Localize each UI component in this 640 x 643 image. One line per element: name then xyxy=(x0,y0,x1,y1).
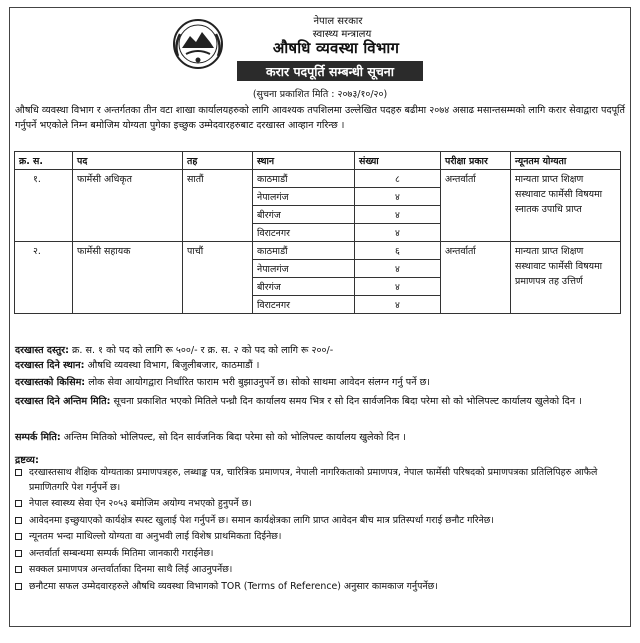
note-text: आवेदनमा इच्छुयाएको कार्यक्षेत्र स्पस्ट खुलाई पेश गर्नुपर्ने छ। समान कार्यक्षेत्रका लागि प्राप्त आवेदन बीच मात्र प्रतिस्पर्धा गराई छनौट गरिनेछ। xyxy=(29,514,494,526)
contact-date-label: सम्पर्क मिति: xyxy=(15,432,61,443)
cell-location: बीरगंज xyxy=(253,278,355,296)
checkbox-bullet-icon xyxy=(15,517,22,524)
checkbox-bullet-icon xyxy=(15,583,22,590)
cell-qualification: मान्यता प्राप्त शिक्षण सस्थावाट फार्मेसी विषयमा प्रमाणपत्र तह उत्तिर्ण xyxy=(511,242,621,314)
cell-location: काठमाडौं xyxy=(253,170,355,188)
publish-date: (सुचना प्रकाशित मिति : २०७३/१०/२०) xyxy=(252,89,388,100)
checkbox-bullet-icon xyxy=(15,500,22,507)
cell-count: ४ xyxy=(355,296,441,314)
col-header-count: संख्या xyxy=(355,152,441,170)
cell-count: ४ xyxy=(355,278,441,296)
ministry-name: स्वास्थ्य मन्त्रालय xyxy=(312,29,372,40)
cell-post: फार्मेसी सहायक xyxy=(73,242,183,314)
col-header-sn: क्र. स. xyxy=(15,152,73,170)
col-header-location: स्थान xyxy=(253,152,355,170)
cell-exam-type: अन्तर्वार्ता xyxy=(441,170,511,242)
application-type-text: लोक सेवा आयोगद्वारा निर्धारित फाराम भरी बुझाउनुपर्ने छ। सोको साथमा आवेदन संलग्न गर्नु पर्ने छ। xyxy=(85,377,430,388)
note-text: न्यूनतम भन्दा माथिल्लो योग्यता वा अनुभवी लाई विशेष प्राथमिकता दिईनेछ। xyxy=(29,531,282,542)
table-row xyxy=(15,170,621,188)
checkbox-bullet-icon xyxy=(15,469,22,476)
cell-location: विराटनगर xyxy=(253,224,355,242)
government-name: नेपाल सरकार xyxy=(313,16,363,27)
list-item xyxy=(13,530,623,545)
table-header-row xyxy=(15,152,621,170)
cell-level: सातौं xyxy=(183,170,253,242)
col-header-post: पद xyxy=(73,152,183,170)
intro-paragraph: औषधि व्यवस्था विभाग र अन्तर्गतका तीन वटा शाखा कार्यालयहरुको लागि आवश्यक तपशिलमा उल्लेखित पदहरु बढीमा २०७४ असाढ मसान्तसम्मको लागि करार सेवाद्वारा पदपूर्ति गर्नुपर्ने भएकोले निम्न बमोजिम योग्यता पुगेका इच्छुक उम्मेदवारहरुबाट दरखास्त आव्हान गरिन्छ । xyxy=(15,105,625,131)
application-fee-text: क्र. स. १ को पद को लागि रू ५००/- र क्र. स. २ को पद को लागि रू २००/- xyxy=(68,345,334,356)
notes-list xyxy=(13,466,623,596)
application-place xyxy=(15,359,625,373)
note-text: छनौटमा सफल उम्मेदवारहरुले औषधि व्यवस्था विभागको TOR (Terms of Reference) अनुसार कामकाज गर्नुपर्नेछ। xyxy=(29,580,438,592)
notice-title-banner: करार पदपूर्ति सम्बन्धी सूचना xyxy=(237,61,423,81)
contact-date-text: अन्तिम मितिको भोलिपल्ट, सो दिन सार्वजनिक बिदा परेमा सो को भोलिपल्ट कार्यालय खुलेको दिन । xyxy=(60,432,407,443)
notice-page xyxy=(9,7,631,627)
cell-sn: १. xyxy=(15,170,73,242)
list-item xyxy=(13,514,623,529)
list-item xyxy=(13,563,623,578)
list-item xyxy=(13,466,623,495)
list-item xyxy=(13,580,623,595)
cell-location: नेपालगंज xyxy=(253,188,355,206)
table-row xyxy=(15,242,621,260)
application-type xyxy=(15,376,625,390)
cell-post: फार्मेसी अधिकृत xyxy=(73,170,183,242)
application-place-label: दरखास्त दिने स्थान: xyxy=(15,360,85,371)
checkbox-bullet-icon xyxy=(15,566,22,573)
cell-level: पाचौं xyxy=(183,242,253,314)
list-item xyxy=(13,497,623,512)
cell-count: ४ xyxy=(355,224,441,242)
col-header-level: तह xyxy=(183,152,253,170)
list-item xyxy=(13,547,623,562)
checkbox-bullet-icon xyxy=(15,550,22,557)
note-text: सक्कल प्रमाणपत्र अन्तर्वार्ताका दिनमा साथै लिई आउनुपर्नेछ। xyxy=(29,564,233,575)
note-text: अन्तर्वार्ता सम्बन्धमा सम्पर्क मितिमा जानकारी गराईनेछ। xyxy=(29,547,214,559)
cell-count: ४ xyxy=(355,260,441,278)
cell-location: नेपालगंज xyxy=(253,260,355,278)
cell-count: ४ xyxy=(355,206,441,224)
application-fee xyxy=(15,344,625,358)
application-place-text: औषधि व्यवस्था विभाग, बिजुलीबजार, काठमाडौं । xyxy=(84,360,260,371)
department-name: औषधि व्यवस्था विभाग xyxy=(272,39,400,57)
cell-exam-type: अन्तर्वार्ता xyxy=(441,242,511,314)
col-header-exam-type: परीक्षा प्रकार xyxy=(441,152,511,170)
cell-count: ४ xyxy=(355,188,441,206)
application-deadline-label: दरखास्त दिने अन्तिम मिति: xyxy=(15,396,111,407)
cell-location: काठमाडौं xyxy=(253,242,355,260)
col-header-min-qualification: न्यूनतम योग्यता xyxy=(511,152,621,170)
cell-count: ८ xyxy=(355,170,441,188)
notes-title: द्रष्टव्य: xyxy=(15,455,39,466)
cell-qualification: मान्यता प्राप्त शिक्षण सस्थावाट फार्मेसी विषयमा स्नातक उपाधि प्राप्त xyxy=(511,170,621,242)
application-fee-label: दरखास्त दस्तुर: xyxy=(15,345,69,356)
contact-date xyxy=(15,431,625,445)
note-text: नेपाल स्वास्थ्य सेवा ऐन २०५३ बमोजिम अयोग्य नभएको हुनुपर्ने छ। xyxy=(29,498,252,509)
application-deadline-text: सूचना प्रकाशित भएको मितिले पन्ध्रौ दिन कार्यालय समय भित्र र सो दिन सार्वजनिक बिदा परेमा सो को भोलिपल्ट कार्यालय खुलेको दिन । xyxy=(110,396,582,407)
cell-count: ६ xyxy=(355,242,441,260)
cell-location: बीरगंज xyxy=(253,206,355,224)
vacancy-table xyxy=(14,151,621,314)
note-text: दरखास्तसाथ शैक्षिक योग्यताका प्रमाणपत्रहरु, लब्धाङ्क पत्र, चारित्रिक प्रमाणपत्र, नेपाली नागरिकताको प्रमाणपत्र, नेपाल फार्मेसी परिषदको प्रमाणपत्रका प्रतिलिपिहरु आफैले प्रमाणितगरि पेश गर्नुपर्ने छ। xyxy=(29,467,598,493)
checkbox-bullet-icon xyxy=(15,533,22,540)
application-deadline xyxy=(15,395,625,409)
cell-location: विराटनगर xyxy=(253,296,355,314)
application-type-label: दरखास्तको किसिम: xyxy=(15,377,86,388)
cell-sn: २. xyxy=(15,242,73,314)
